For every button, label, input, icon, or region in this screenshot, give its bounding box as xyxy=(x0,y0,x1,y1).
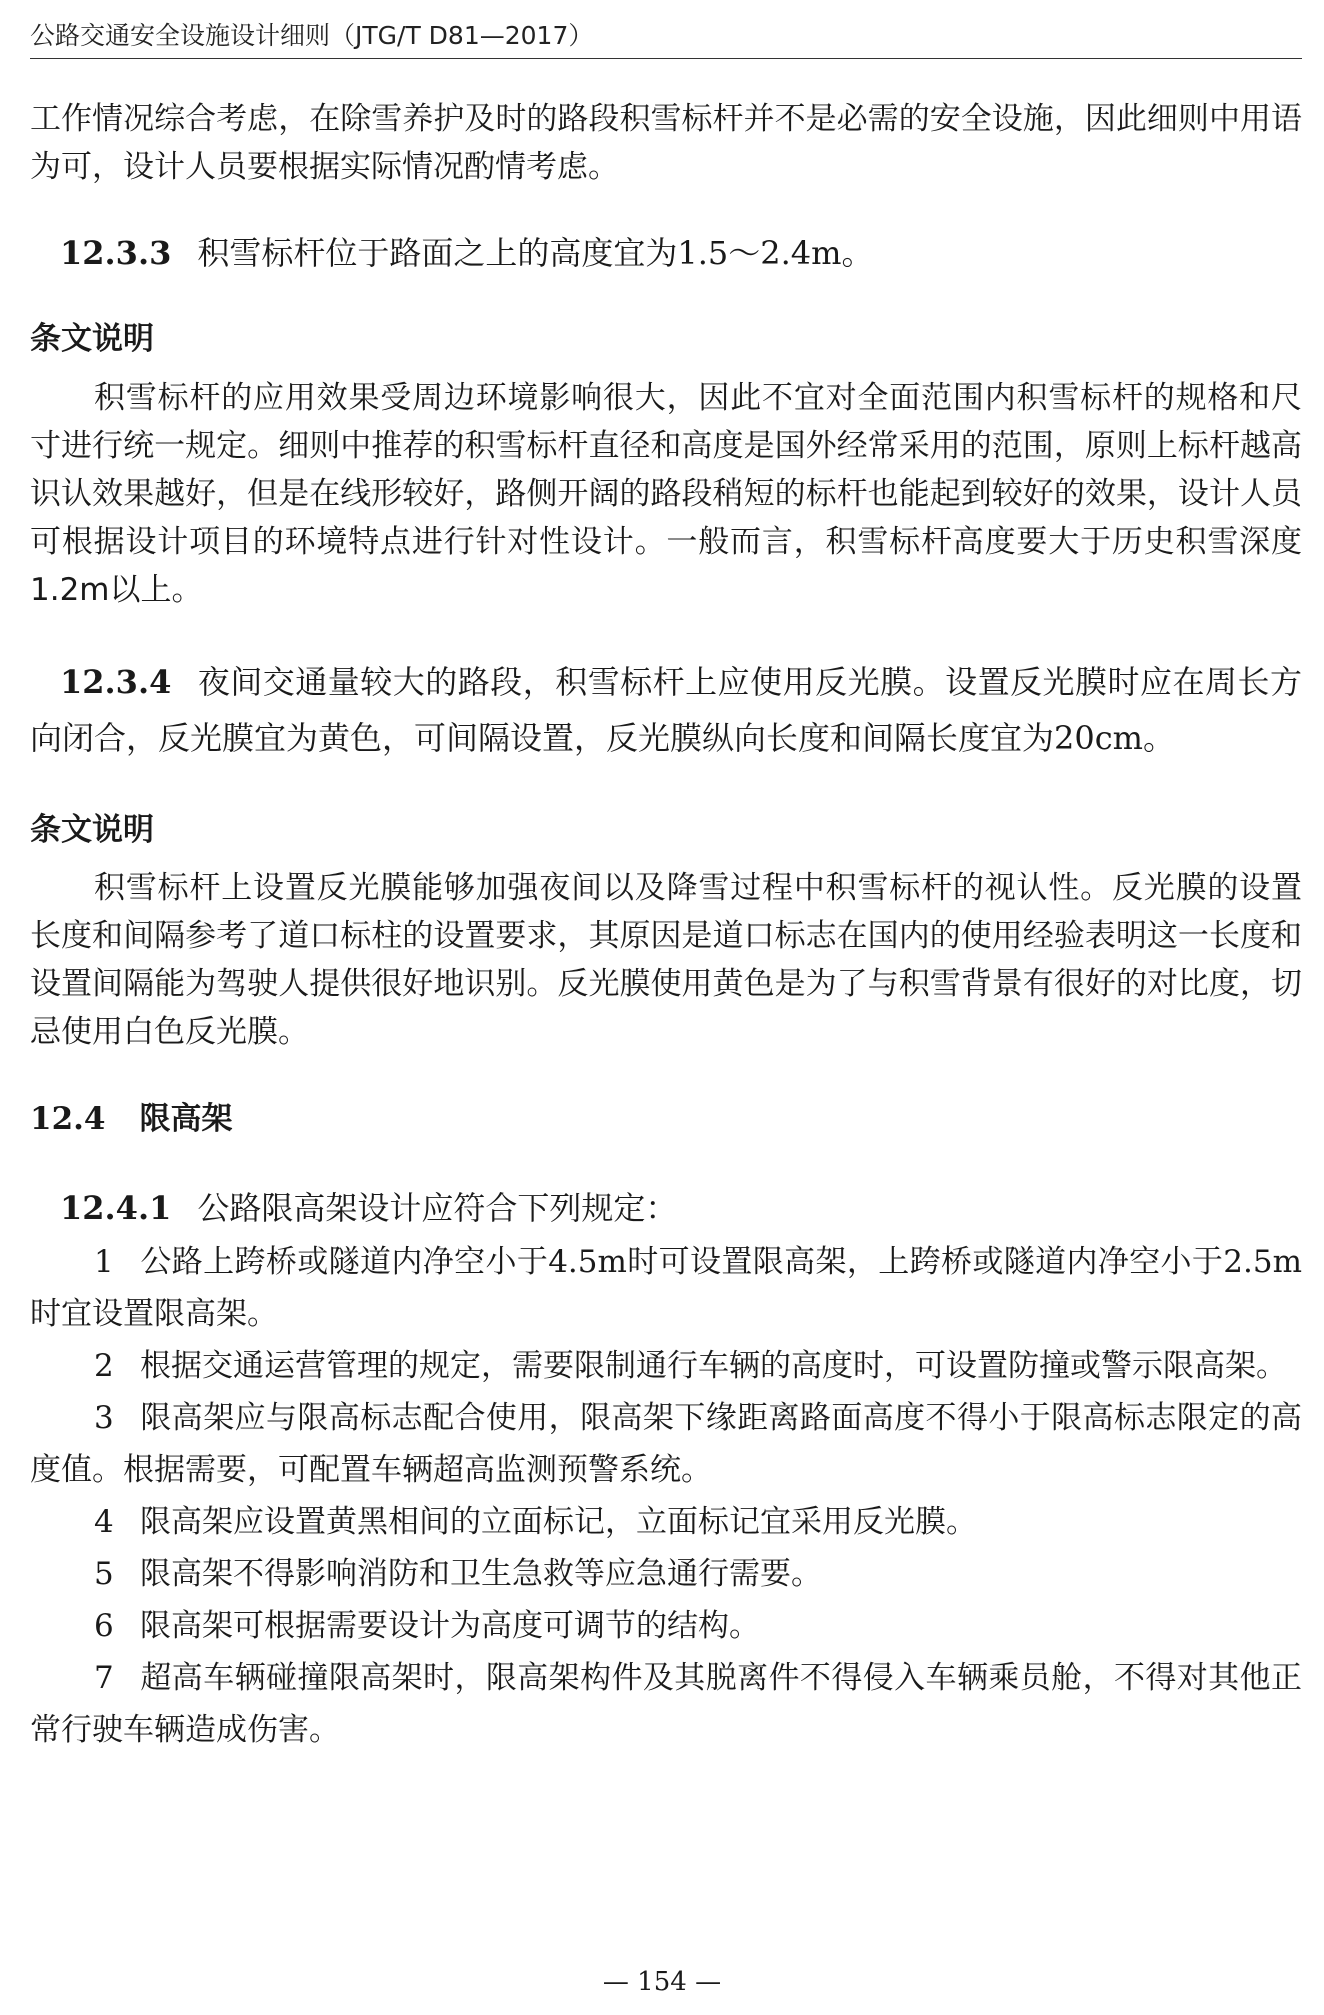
clause-number: 12.3.4 xyxy=(60,663,172,701)
item-number: 3 xyxy=(94,1400,114,1436)
explanation-heading: 条文说明 xyxy=(30,321,154,357)
list-item xyxy=(30,1392,1302,1496)
explanation-paragraph: 积雪标杆上设置反光膜能够加强夜间以及降雪过程中积雪标杆的视认性。反光膜的设置长度和间隔参考了道口标柱的设置要求，其原因是道口标志在国内的使用经验表明这一长度和设置间隔能为驾驶人提供很好地识别。反光膜使用黄色是为了与积雪背景有很好的对比度，切忌使用白色反光膜。 xyxy=(30,870,1302,1050)
list-item xyxy=(30,1236,1302,1340)
clause-12-4-1 xyxy=(30,1180,1302,1236)
item-text: 公路上跨桥或隧道内净空小于4.5m时可设置限高架，上跨桥或隧道内净空小于2.5m时宜设置限高架。 xyxy=(30,1244,1302,1332)
page-number: — 154 — xyxy=(602,1967,722,1997)
clause-12-3-4 xyxy=(30,654,1302,766)
item-number: 4 xyxy=(94,1504,114,1540)
clause-number: 12.4.1 xyxy=(60,1189,172,1227)
item-text: 限高架应设置黄黑相间的立面标记，立面标记宜采用反光膜。 xyxy=(140,1504,977,1540)
item-number: 5 xyxy=(94,1556,114,1592)
item-text: 限高架应与限高标志配合使用，限高架下缘距离路面高度不得小于限高标志限定的高度值。根据需要，可配置车辆超高监测预警系统。 xyxy=(30,1400,1302,1488)
item-text: 超高车辆碰撞限高架时，限高架构件及其脱离件不得侵入车辆乘员舱，不得对其他正常行驶车辆造成伤害。 xyxy=(30,1660,1302,1748)
running-header: 公路交通安全设施设计细则（JTG/T D81—2017） xyxy=(30,14,1302,59)
clause-text: 公路限高架设计应符合下列规定： xyxy=(197,1189,678,1227)
list-item xyxy=(30,1548,1302,1600)
explanation-heading: 条文说明 xyxy=(30,812,154,848)
section-number: 12.4 xyxy=(30,1101,106,1137)
list-item xyxy=(30,1652,1302,1756)
list-item xyxy=(30,1340,1302,1392)
item-number: 2 xyxy=(94,1348,114,1384)
item-number: 7 xyxy=(94,1660,114,1696)
list-item xyxy=(30,1496,1302,1548)
continued-paragraph: 工作情况综合考虑，在除雪养护及时的路段积雪标杆并不是必需的安全设施，因此细则中用语为可，设计人员要根据实际情况酌情考虑。 xyxy=(30,101,1302,185)
section-12-4 xyxy=(30,1094,1302,1144)
item-text: 根据交通运营管理的规定，需要限制通行车辆的高度时，可设置防撞或警示限高架。 xyxy=(140,1348,1287,1384)
item-number: 1 xyxy=(94,1244,114,1280)
clause-12-3-3 xyxy=(30,225,1302,281)
clause-text: 夜间交通量较大的路段，积雪标杆上应使用反光膜。设置反光膜时应在周长方向闭合，反光膜宜为黄色，可间隔设置，反光膜纵向长度和间隔长度宜为20cm。 xyxy=(30,663,1302,757)
item-number: 6 xyxy=(94,1608,114,1644)
clause-number: 12.3.3 xyxy=(60,234,172,272)
page-content xyxy=(30,95,1302,1756)
item-text: 限高架不得影响消防和卫生急救等应急通行需要。 xyxy=(140,1556,822,1592)
requirement-list xyxy=(30,1236,1302,1756)
section-title: 限高架 xyxy=(139,1101,233,1137)
item-text: 限高架可根据需要设计为高度可调节的结构。 xyxy=(140,1608,760,1644)
explanation-paragraph: 积雪标杆的应用效果受周边环境影响很大，因此不宜对全面范围内积雪标杆的规格和尺寸进行统一规定。细则中推荐的积雪标杆直径和高度是国外经常采用的范围，原则上标杆越高识认效果越好，但是在线形较好，路侧开阔的路段稍短的标杆也能起到较好的效果，设计人员可根据设计项目的环境特点进行针对性设计。一般而言，积雪标杆高度要大于历史积雪深度1.2m以上。 xyxy=(30,380,1302,608)
list-item xyxy=(30,1600,1302,1652)
clause-text: 积雪标杆位于路面之上的高度宜为1.5～2.4m。 xyxy=(197,234,874,272)
